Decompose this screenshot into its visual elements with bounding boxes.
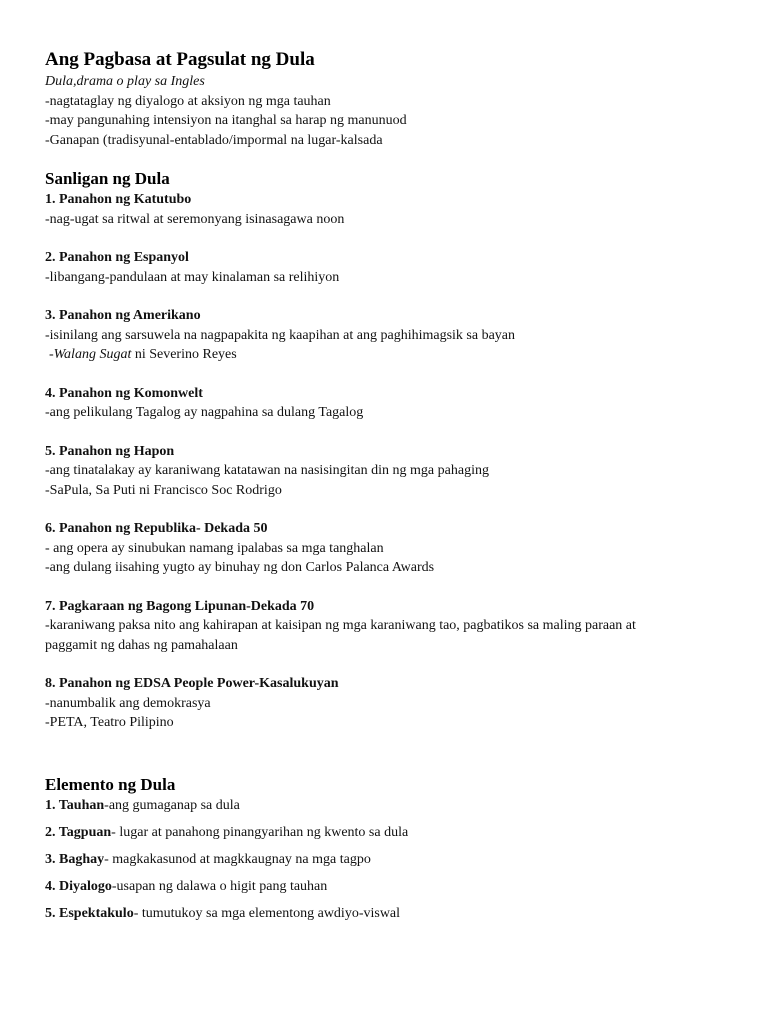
element-definition: - magkakasunod at magkkaugnay na mga tagpo bbox=[104, 851, 371, 867]
element-number: 1. bbox=[45, 797, 59, 813]
element-term: Espektakulo bbox=[59, 905, 134, 921]
period-item bbox=[45, 384, 735, 423]
period-title: 1. Panahon ng Katutubo bbox=[45, 192, 192, 207]
period-line: - ang opera ay sinubukan namang ipalabas sa mga tanghalan bbox=[45, 540, 384, 556]
document-title: Ang Pagbasa at Pagsulat ng Dula bbox=[45, 49, 315, 70]
period-title: 4. Panahon ng Komonwelt bbox=[45, 385, 203, 401]
period-line: -ang dulang iisahing yugto ay binuhay ng don Carlos Palanca Awards bbox=[45, 560, 435, 575]
period-line: -ang tinatalakay ay karaniwang katatawan na nasisingitan din ng mga pahaging bbox=[45, 463, 489, 478]
element-item bbox=[45, 850, 735, 869]
element-number: 2. bbox=[45, 824, 59, 840]
period-item bbox=[45, 248, 735, 287]
element-term: Tauhan bbox=[58, 797, 105, 813]
element-number: 3. bbox=[45, 851, 59, 867]
intro-line: -Ganapan (tradisyunal-entablado/impormal na lugar-kalsada bbox=[45, 132, 383, 148]
example-prefix: - bbox=[49, 347, 54, 362]
period-line: -isinilang ang sarsuwela na nagpapakita ng kaapihan at ang paghihimagsik sa bayan bbox=[45, 327, 516, 343]
element-definition: - lugar at panahong pinangyarihan ng kwento sa dula bbox=[111, 824, 409, 840]
period-line: -SaPula, Sa Puti ni Francisco Soc Rodrigo bbox=[45, 482, 282, 498]
period-line: -nag-ugat sa ritwal at seremonyang isinasagawa noon bbox=[45, 211, 345, 227]
period-item bbox=[45, 442, 735, 501]
period-item bbox=[45, 190, 735, 229]
period-item bbox=[45, 306, 735, 365]
period-title: 8. Panahon ng EDSA People Power-Kasalukuyan bbox=[45, 676, 339, 691]
period-item bbox=[45, 674, 735, 733]
period-line: -libangang-pandulaan at may kinalaman sa relihiyon bbox=[45, 269, 340, 285]
period-title: 3. Panahon ng Amerikano bbox=[45, 308, 201, 323]
elemento-heading: Elemento ng Dula bbox=[45, 774, 176, 794]
element-definition: -usapan ng dalawa o higit pang tauhan bbox=[111, 878, 328, 894]
period-title: 7. Pagkaraan ng Bagong Lipunan-Dekada 70 bbox=[45, 598, 315, 614]
period-line: -karaniwang paksa nito ang kahirapan at kaisipan ng mga karaniwang tao, pagbatikos sa maling paraan at bbox=[45, 618, 636, 633]
period-item bbox=[45, 519, 735, 578]
sanligan-periods bbox=[45, 190, 735, 733]
element-number: 4. bbox=[45, 878, 59, 894]
period-title: 5. Panahon ng Hapon bbox=[45, 443, 175, 459]
document-page bbox=[45, 48, 735, 931]
intro-block bbox=[45, 72, 735, 150]
period-line: -PETA, Teatro Pilipino bbox=[45, 715, 174, 730]
period-title: 6. Panahon ng Republika- Dekada 50 bbox=[45, 521, 268, 536]
element-definition: - tumutukoy sa mga elementong awdiyo-viswal bbox=[133, 905, 401, 921]
period-title: 2. Panahon ng Espanyol bbox=[45, 250, 189, 265]
period-example bbox=[45, 345, 735, 365]
element-term: Baghay bbox=[59, 851, 105, 867]
element-item bbox=[45, 796, 735, 815]
elemento-list bbox=[45, 796, 735, 923]
element-item bbox=[45, 904, 735, 923]
element-term: Tagpuan bbox=[58, 824, 112, 840]
element-definition: -ang gumaganap sa dula bbox=[104, 797, 240, 813]
element-number: 5. bbox=[45, 905, 59, 921]
intro-subtitle: Dula,drama o play sa Ingles bbox=[45, 74, 205, 89]
element-item bbox=[45, 877, 735, 896]
period-line: -ang pelikulang Tagalog ay nagpahina sa dulang Tagalog bbox=[45, 405, 364, 420]
example-author: ni Severino Reyes bbox=[131, 347, 237, 362]
element-item bbox=[45, 823, 735, 842]
example-work-title: Walang Sugat bbox=[53, 347, 132, 362]
intro-line: -may pangunahing intensiyon na itanghal sa harap ng manunuod bbox=[45, 113, 407, 128]
period-line: paggamit ng dahas ng pamahalaan bbox=[45, 637, 238, 653]
element-term: Diyalogo bbox=[59, 878, 112, 894]
intro-line: -nagtataglay ng diyalogo at aksiyon ng mga tauhan bbox=[45, 93, 331, 109]
sanligan-heading: Sanligan ng Dula bbox=[45, 169, 170, 188]
period-line: -nanumbalik ang demokrasya bbox=[45, 695, 211, 711]
period-item bbox=[45, 597, 735, 656]
